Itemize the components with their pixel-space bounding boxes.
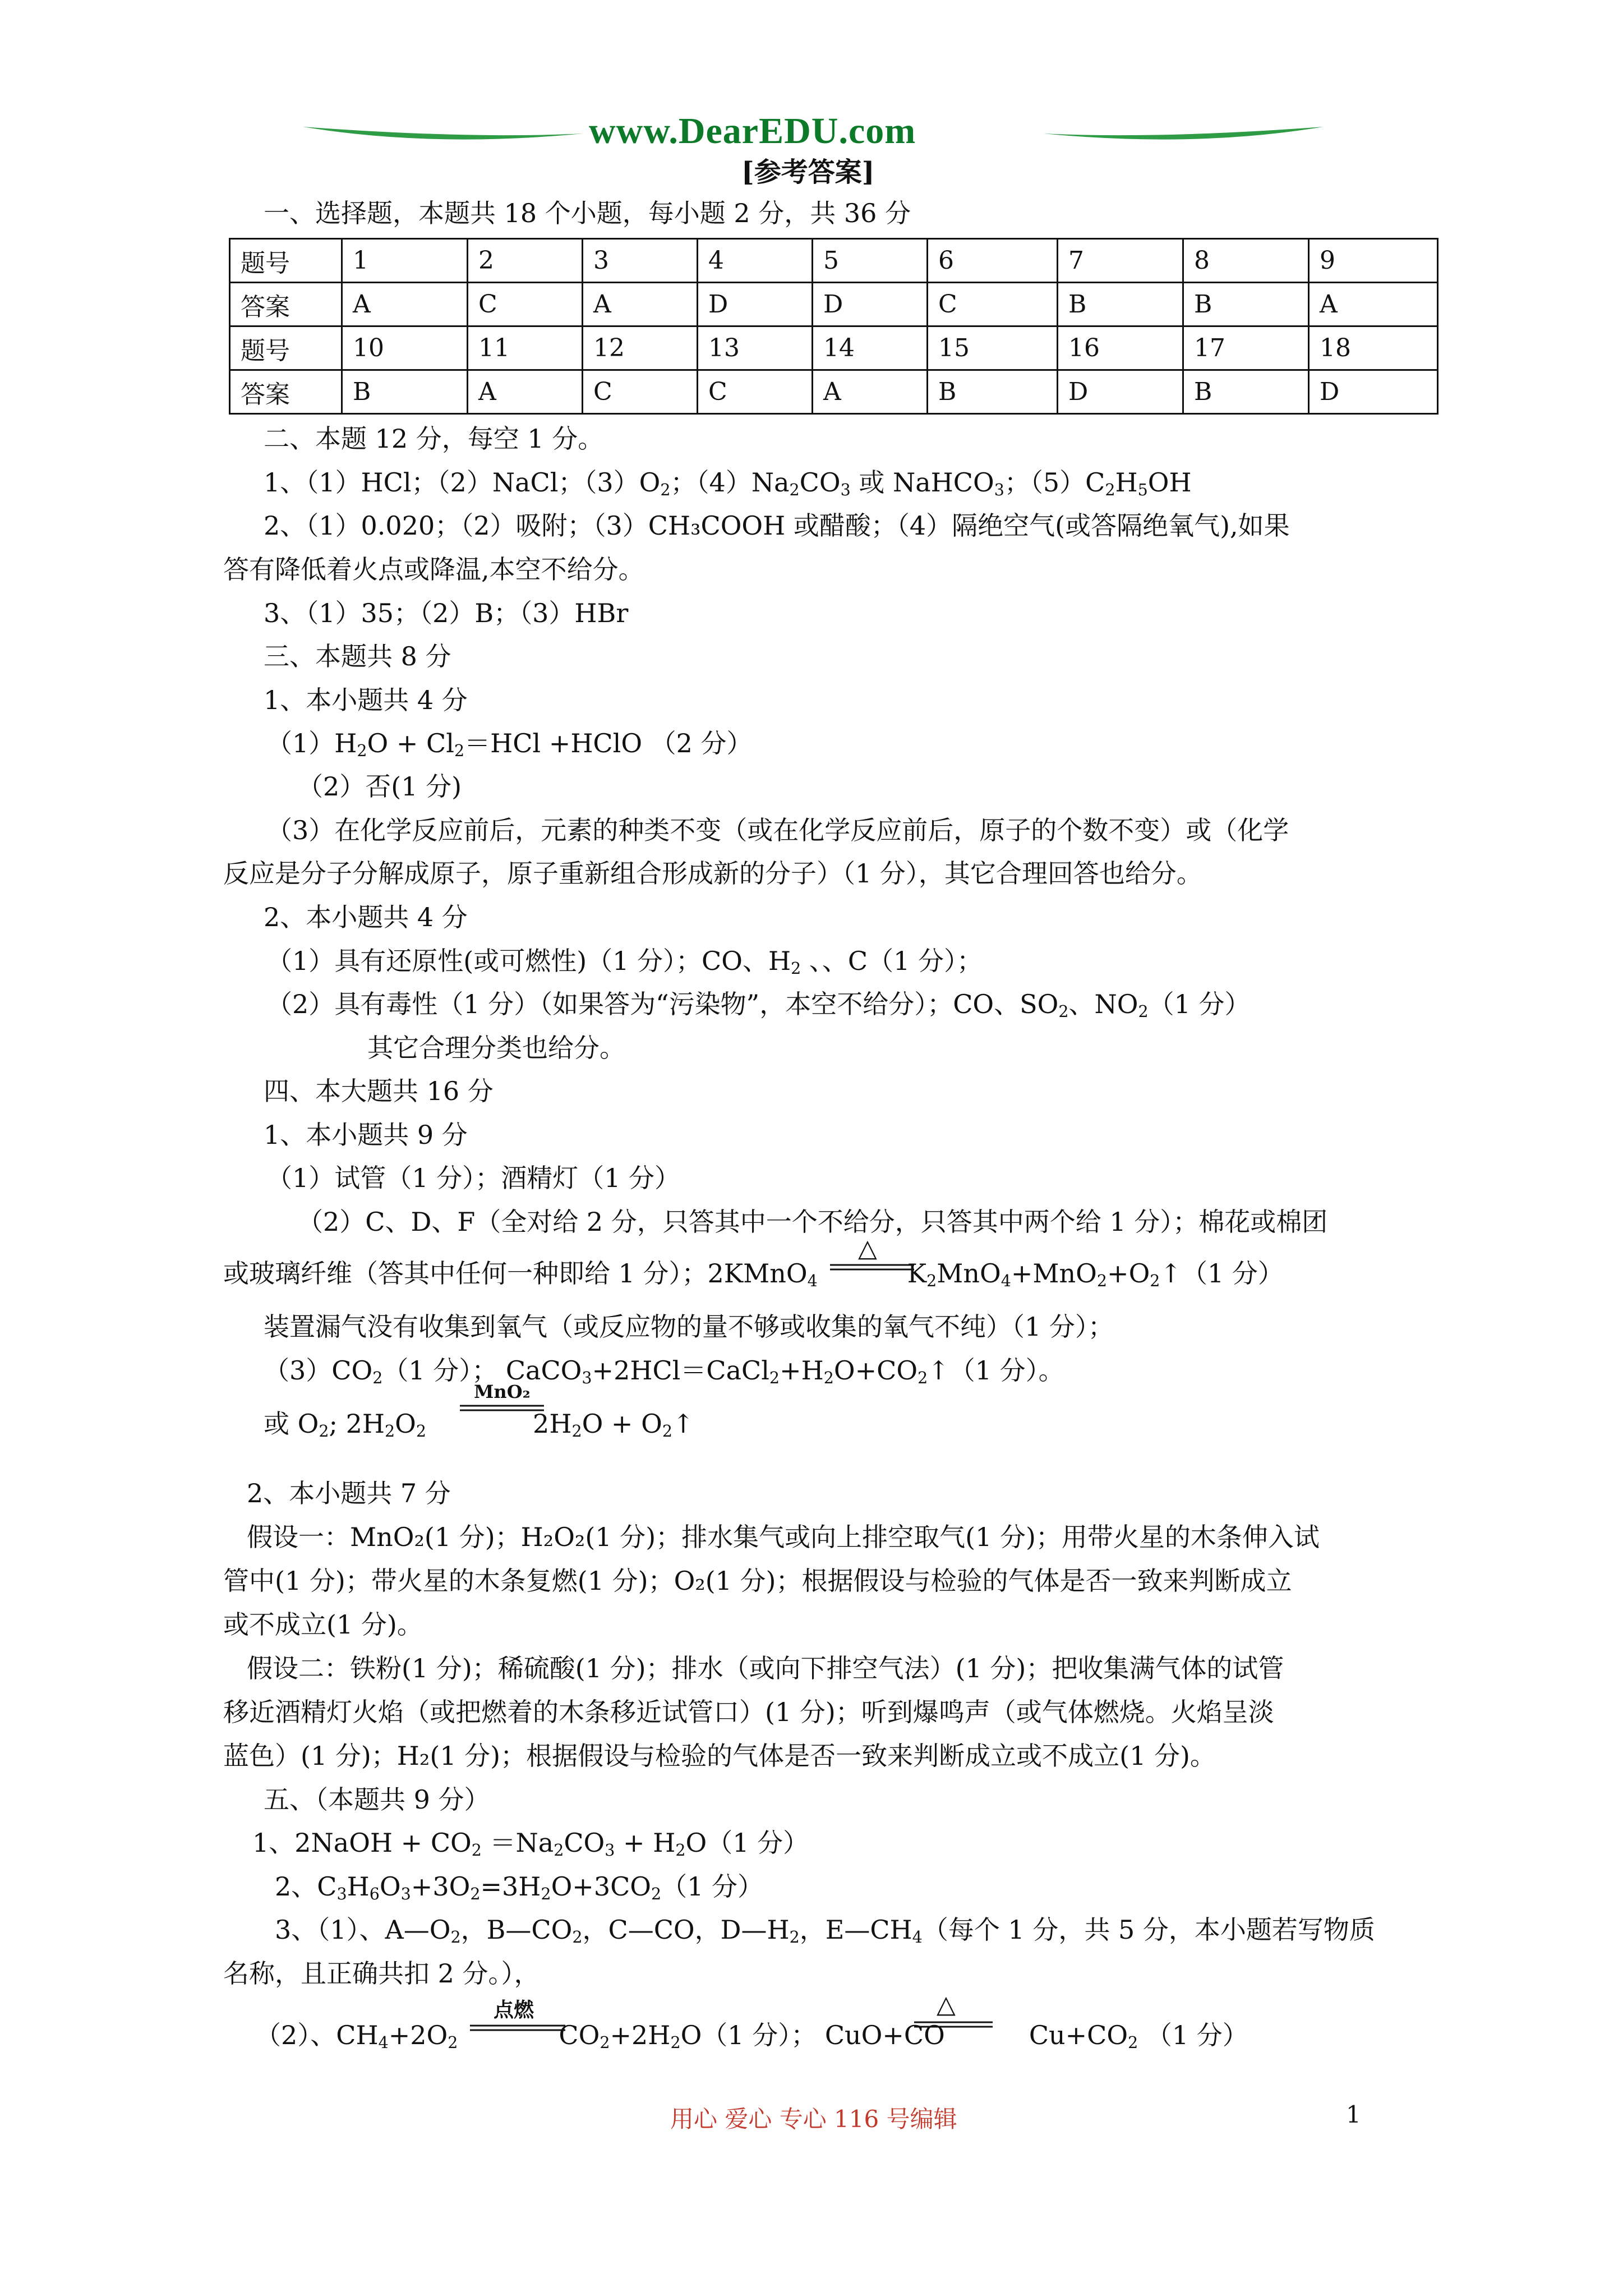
section4-heading: 四、本大题共 16 分	[264, 1076, 494, 1106]
section2-q2-cont: 答有降低着火点或降温,本空不给分。	[223, 554, 644, 585]
section3-p2-b: （2）具有毒性（1 分）（如果答为“污染物”，本空不给分）；CO、$SO_2$、$NO_2(1$ 分）	[266, 989, 1251, 1022]
hypothesis2-line2: 移近酒精灯火焰（或把燃着的木条移近试管口）(1 分)；听到爆鸣声（或气体燃烧。火焰呈淡	[223, 1697, 1274, 1727]
section4-p1-b: （2）C、D、F（全对给 2 分，只答其中一个不给分，只答其中两个给 1 分）；棉花或棉团	[297, 1207, 1328, 1237]
section3-p1-c: （3）在化学反应前后，元素的种类不变（或在化学反应前后，原子的个数不变）或（化学	[266, 815, 1289, 845]
section2-heading: 二、本题 12 分，每空 1 分。	[264, 424, 604, 454]
row-label: 题号	[230, 326, 342, 370]
hypothesis2-line1: 假设二：铁粉(1 分)；稀硫酸(1 分)；排水（或向下排空气法）(1 分)；把收集满气体的试管	[247, 1653, 1284, 1683]
section3-p1-heading: 1、本小题共 4 分	[264, 685, 468, 715]
section3-p2-heading: 2、本小题共 4 分	[264, 902, 468, 932]
row-label: 答案	[230, 283, 342, 326]
table-row: 题号 1 2 3 4 5 6 7 8 9	[230, 239, 1438, 283]
section3-p1-b: （2）否(1 分)	[297, 771, 462, 802]
table-row: 题号 10 11 12 13 14 15 16 17 18	[230, 326, 1438, 370]
reaction-equals	[470, 2024, 565, 2032]
table-row: 答案 B A C C A B D B D	[230, 370, 1438, 414]
section5-q3-cont: 名称，且正确共扣 2 分。），	[223, 1958, 540, 1989]
site-logo-text: www.DearEDU.com	[589, 111, 916, 151]
section2-q3: 3、（1）35；（2）B；（3）HBr	[264, 598, 629, 628]
section5-q1: 1、2NaOH + $CO_2 =Na_2CO_3 + H_2O(1$ 分）	[252, 1828, 809, 1860]
heat-symbol: △	[858, 1234, 877, 1263]
section5-q2: 2、$C_3H_6O_3+3O_2=3H_2O+3CO_2(1$ 分）	[275, 1871, 764, 1904]
section3-p2-a: （1）具有还原性(或可燃性)（1 分）；CO、$H_2$ 、、C（1 分）；	[266, 946, 983, 978]
section3-p1-c-cont: 反应是分子分解成原子，原子重新组合形成新的分子）（1 分），其它合理回答也给分。	[223, 858, 1202, 889]
section4-p2-heading: 2、本小题共 7 分	[247, 1478, 451, 1508]
row-label: 题号	[230, 239, 342, 283]
section4-p1-c-alt: 或 $O_2$; $2H_2O_2$ $2H_2O$ + $O_2↑$	[264, 1409, 694, 1441]
reaction-equals	[914, 2021, 993, 2028]
table-row: 答案 A C A D D C B B A	[230, 283, 1438, 326]
section3-heading: 三、本题共 8 分	[264, 641, 451, 671]
section2-q1: 1、（1）HCl；（2）NaCl；$(3)O_2$；$(4)Na_2CO_3$ 或 NaHCO$_3$；$(5)C_2H_5OH$	[264, 467, 1192, 500]
hypothesis2-line3: 蓝色）(1 分)；H₂(1 分)；根据假设与检验的气体是否一致来判断成立或不成立(1 分)。	[223, 1741, 1216, 1771]
footer-text: 用心 爱心 专心 116 号编辑	[670, 2105, 957, 2133]
section4-p1-heading: 1、本小题共 9 分	[264, 1120, 468, 1150]
reaction-equals	[830, 1263, 914, 1271]
section3-p2-tail: 其它合理分类也给分。	[367, 1033, 625, 1063]
section1-heading: 一、选择题，本题共 18 个小题，每小题 2 分，共 36 分	[264, 198, 911, 228]
answer-table	[229, 238, 1438, 415]
hypothesis1-line2: 管中(1 分)；带火星的木条复燃(1 分)；O₂(1 分)；根据假设与检验的气体是否一致来判断成立	[223, 1566, 1292, 1596]
section2-q2: 2、（1）0.020；（2）吸附；（3）CH₃COOH 或醋酸；（4）隔绝空气(或答隔绝氧气),如果	[264, 510, 1290, 541]
catalyst-label: MnO₂	[474, 1381, 531, 1402]
page-number: 1	[1346, 2101, 1361, 2128]
reaction-equals	[460, 1404, 544, 1412]
hypothesis1-line3: 或不成立(1 分)。	[223, 1609, 423, 1640]
page-title: [参考答案]	[741, 157, 875, 188]
row-label: 答案	[230, 370, 342, 414]
section5-q3: 3、（1）、$A—O_2$，$B—CO_2$，C—CO，$D—H_2$，$E—CH_4$（每个 1 分，共 5 分，本小题若写物质	[275, 1915, 1375, 1947]
section4-p1-b-note: 装置漏气没有收集到氧气（或反应物的量不够或收集的氧气不纯）（1 分）；	[264, 1312, 1114, 1342]
ignite-label: 点燃	[494, 1998, 534, 2022]
section5-heading: 五、（本题共 9 分）	[264, 1784, 490, 1815]
hypothesis1-line1: 假设一：MnO₂(1 分)；H₂O₂(1 分)；排水集气或向上排空取气(1 分)；用带火星的木条伸入试	[247, 1522, 1320, 1552]
section5-q3-b: （2）、$CH_4+2O_2$ $CO_2+2H_2O(1$ 分）； CuO+CO $Cu+CO_2$ （1 分）	[255, 2020, 1248, 2053]
heat-symbol: △	[937, 1990, 956, 2019]
section4-p1-c: $(3)CO_2(1$ 分）； $CaCO_3+2HCl=CaCl_2+H_2O+CO_2↑(1$ 分）。	[264, 1355, 1064, 1388]
section4-p1-b-cont: 或玻璃纤维（答其中任何一种即给 1 分）；2KMnO$_4$ $K_2MnO_4+MnO_2+O_2↑(1$ 分）	[223, 1258, 1284, 1291]
section4-p1-a: （1）试管（1 分）；酒精灯（1 分）	[266, 1163, 681, 1193]
section3-p1-a: $(1)H_2O + Cl_2=HCl$ +HClO （2 分）	[266, 728, 753, 761]
